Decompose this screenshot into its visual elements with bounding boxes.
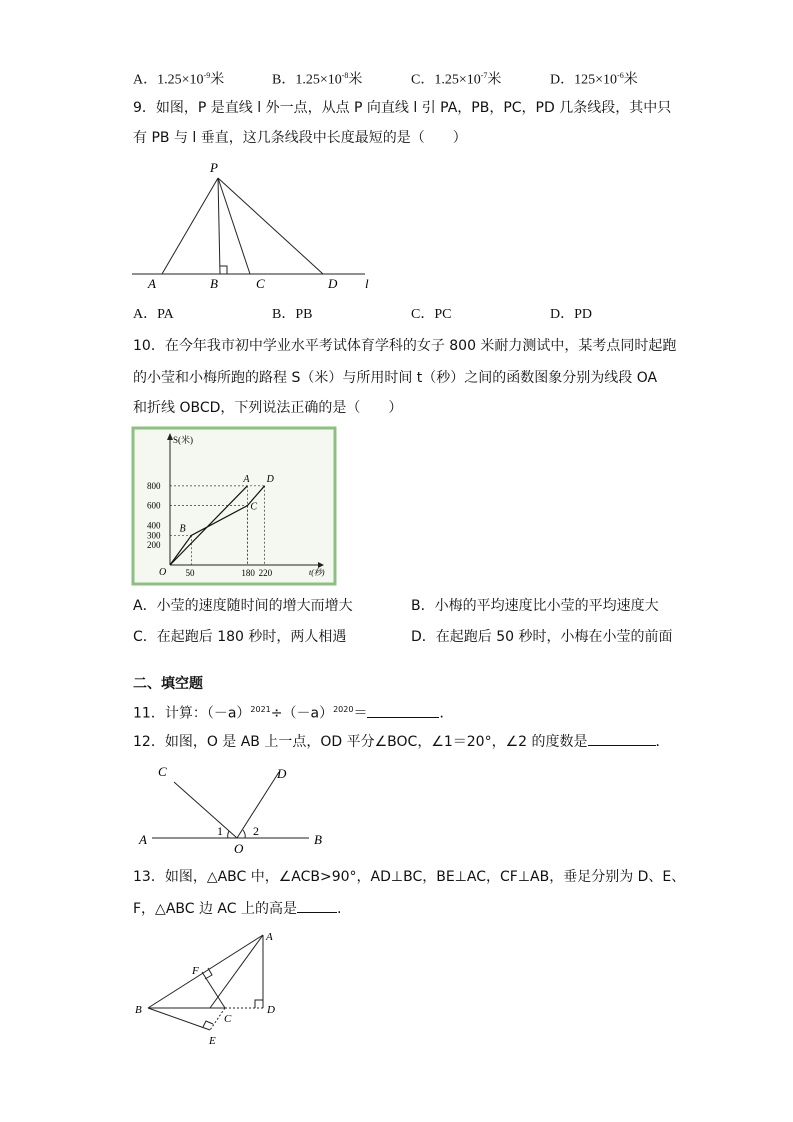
x-tick-label: 220 (258, 568, 273, 578)
label-a: A (139, 832, 147, 847)
q9-figure (130, 158, 380, 293)
q10-text-line3: 和折线 OBCD，下列说法正确的是（ ） (133, 400, 403, 416)
q9-text-line2: 有 PB 与 l 垂直，这几条线段中长度最短的是（ ） (133, 130, 467, 146)
point-label: A (243, 473, 250, 485)
y-axis-label: S(米) (173, 435, 193, 445)
y-tick-label: 300 (147, 530, 161, 541)
q12-figure (136, 760, 336, 856)
q10-text-line2: 的小莹和小梅所跑的路程 S（米）与所用时间 t（秒）之间的函数图象分别为线段 OA (133, 370, 658, 386)
y-tick-label: 800 (147, 480, 161, 491)
q9-option-a: A．PA (133, 307, 174, 322)
label-l: l (365, 276, 369, 291)
label-o: O (234, 841, 244, 856)
segment-ab (148, 935, 263, 1008)
x-tick-label: 50 (185, 568, 195, 578)
point-label: C (250, 501, 258, 513)
label-p: P (210, 160, 218, 175)
label-a: A (266, 931, 273, 943)
label-b: B (314, 832, 322, 847)
q8-option-a: A．$1.25\times 10^{-9}$米 (133, 71, 225, 88)
q10-text-line1: 10．在今年我市初中学业水平考试体育学科的女子 800 米耐力测试中，某考点同时起跑 (133, 338, 677, 354)
origin-label: O (159, 567, 167, 578)
q10-option-b: B．小梅的平均速度比小莹的平均速度大 (411, 598, 659, 614)
right-angle-e (203, 1021, 213, 1027)
q8-option-b: B．$1.25\times 10^{-8}$米 (272, 71, 363, 88)
q10-chart (133, 428, 335, 584)
label-f: F (192, 965, 199, 977)
point-label: B (179, 523, 186, 535)
section-title: 二、填空题 (133, 676, 203, 692)
q8-option-c: C．$1.25\times 10^{-7}$米 (411, 71, 502, 88)
q8-option-d: D．$125\times 10^{-6}$米 (550, 71, 638, 88)
q13-text-line1: 13．如图，△ABC 中，∠ACB>90°，AD⊥BC，BE⊥AC，CF⊥AB，垂足分别为 D、E、 (133, 869, 686, 885)
y-tick-label: 200 (147, 540, 161, 551)
label-c: C (224, 1013, 232, 1025)
extension-ce (210, 1008, 225, 1030)
y-tick-label: 400 (147, 520, 161, 531)
q13-text-line2: F，△ABC 边 AC 上的高是 . (133, 898, 341, 919)
q12-text: 12．如图，O 是 AB 上一点，OD 平分∠BOC，∠1＝20°，∠2 的度数是 ． (133, 731, 670, 752)
segment-pa (162, 178, 218, 274)
right-angle-f (205, 968, 212, 979)
q11-text: 11．计算：$(-a)^{2021}\div(-a)^{2020}=$ ． (133, 700, 453, 724)
label-b: B (210, 276, 218, 291)
label-d: D (328, 276, 338, 291)
q11-answer-blank[interactable] (367, 703, 439, 718)
q10-option-d: D．在起跑后 50 秒时，小梅在小莹的前面 (411, 629, 673, 645)
right-angle-d (255, 1000, 263, 1008)
y-tick-label: 600 (147, 500, 161, 511)
segment-pb (218, 178, 220, 274)
ray-oc (174, 782, 237, 838)
q9-option-b: B．PB (272, 307, 313, 322)
q10-option-c: C．在起跑后 180 秒时，两人相遇 (133, 629, 347, 645)
angle-2-arc (243, 830, 245, 838)
segment-be (148, 1008, 210, 1030)
q9-option-c: C．PC (411, 307, 452, 322)
label-c: C (256, 276, 265, 291)
label-c: C (158, 764, 167, 779)
label-a: A (148, 276, 156, 291)
q10-option-a: A．小莹的速度随时间的增大而增大 (133, 598, 353, 614)
angle-1-arc (228, 831, 229, 838)
q9-text-line1: 9．如图，P 是直线 l 外一点，从点 P 向直线 l 引 PA，PB，PC，PD 几条线段，其中只 (133, 100, 672, 116)
right-angle-mark (220, 266, 227, 274)
q12-answer-blank[interactable] (588, 731, 656, 746)
point-label: D (266, 473, 274, 485)
q13-answer-blank[interactable] (297, 898, 337, 913)
x-axis-label: t(秒) (309, 568, 325, 577)
label-1: 1 (217, 824, 223, 838)
label-e: E (209, 1035, 216, 1047)
q9-option-d: D．PD (550, 307, 593, 322)
label-d: D (267, 1004, 275, 1016)
q13-figure (130, 928, 290, 1048)
label-d: D (277, 766, 287, 781)
label-2: 2 (253, 824, 259, 838)
label-b: B (135, 1004, 142, 1016)
x-tick-label: 180 (241, 568, 255, 578)
